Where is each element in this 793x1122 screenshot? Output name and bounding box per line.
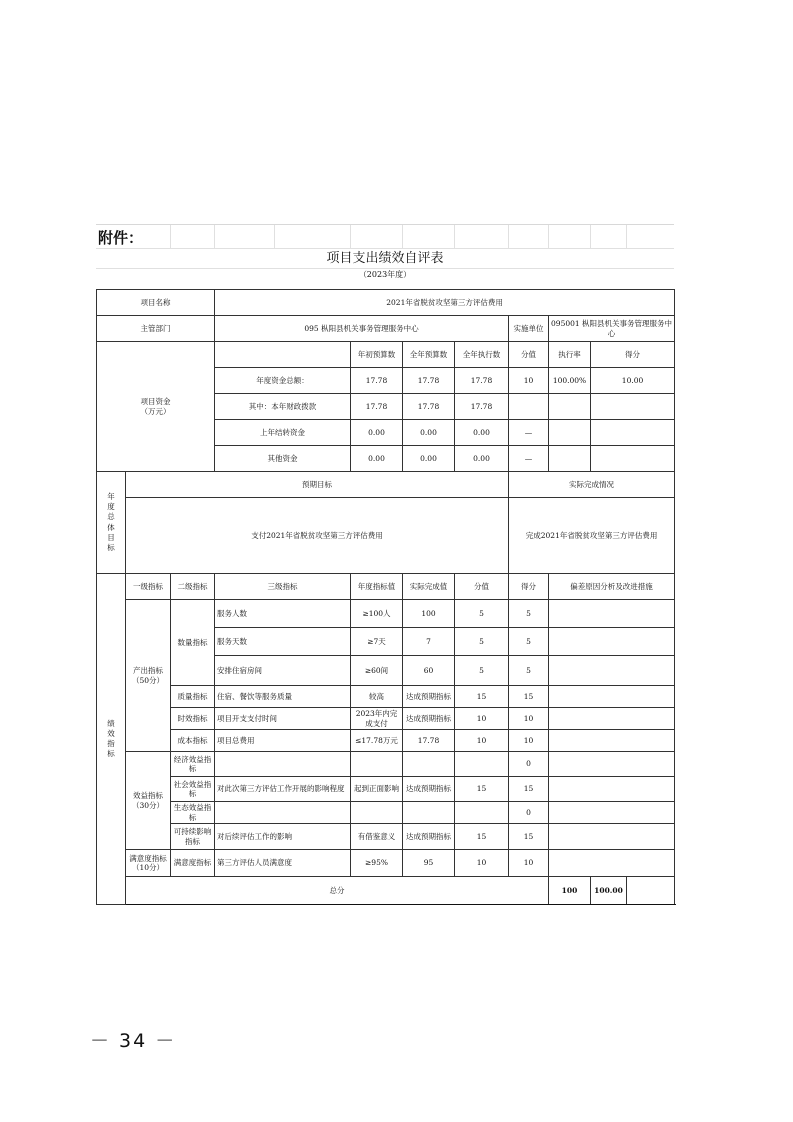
indicator-row: 满意度指标（10分） 满意度指标 第三方评估人员满意度 ≥95% 95 10 10 bbox=[97, 850, 675, 877]
indicators-label: 绩效指标 bbox=[97, 574, 126, 905]
output-indicator-label: 产出指标（50分） bbox=[126, 600, 171, 752]
impl-value: 095001 枞阳县机关事务管理服务中心 bbox=[549, 316, 675, 342]
benefit-indicator-label: 效益指标（30分） bbox=[126, 752, 171, 850]
project-name-label: 项目名称 bbox=[97, 290, 215, 316]
indicator-row: 效益指标（30分） 经济效益指标 0 bbox=[97, 752, 675, 777]
document-title: 项目支出绩效自评表 bbox=[96, 248, 674, 269]
header-score-value: 分值 bbox=[509, 342, 549, 368]
total-score: 100.00 bbox=[591, 877, 627, 905]
indicator-row: 可持续影响指标 对后续评估工作的影响 有借鉴意义 达成预期指标 15 15 bbox=[97, 824, 675, 850]
actual-goal-label: 实际完成情况 bbox=[509, 472, 675, 498]
total-label: 总分 bbox=[126, 877, 549, 905]
funds-label: 项目资金 （万元） bbox=[97, 342, 215, 472]
funds-row: 上年结转资金 0.00 0.00 0.00 — bbox=[97, 420, 675, 446]
header-executed: 全年执行数 bbox=[455, 342, 509, 368]
indicator-row: 时效指标 项目开支支付时间 2023年内完成支付 达成预期指标 10 10 bbox=[97, 708, 675, 730]
impl-label: 实施单位 bbox=[509, 316, 549, 342]
funds-header-row bbox=[97, 342, 675, 368]
page-number: － 34 － bbox=[90, 1030, 177, 1052]
expected-goal-label: 预期目标 bbox=[126, 472, 509, 498]
indicator-row: 生态效益指标 0 bbox=[97, 802, 675, 824]
header-annual-budget: 全年预算数 bbox=[403, 342, 455, 368]
total-value: 100 bbox=[549, 877, 591, 905]
indicator-row: 成本指标 项目总费用 ≤17.78万元 17.78 10 10 bbox=[97, 730, 675, 752]
indicator-row: 服务天数 ≥7天 7 5 5 bbox=[97, 628, 675, 656]
quantity-indicator-label: 数量指标 bbox=[171, 600, 215, 686]
indicators-header-row: 绩效指标 一级指标 二级指标 三级指标 年度指标值 实际完成值 分值 得分 偏差原因分析及改进措施 bbox=[97, 574, 675, 600]
funds-row: 年度资金总额： 17.78 17.78 17.78 10 100.00% 10.00 bbox=[97, 368, 675, 394]
goals-value-row bbox=[97, 498, 675, 574]
project-name-row bbox=[97, 290, 675, 316]
indicator-row: 社会效益指标 对此次第三方评估工作开展的影响程度 起到正面影响 达成预期指标 15 15 bbox=[97, 777, 675, 802]
indicator-row: 产出指标（50分） 数量指标 服务人数 ≥100人 100 5 5 bbox=[97, 600, 675, 628]
header-rate: 执行率 bbox=[549, 342, 591, 368]
attachment-header-bar bbox=[96, 224, 674, 249]
goals-label: 年度总体目标 bbox=[97, 472, 126, 574]
header-score: 得分 bbox=[591, 342, 675, 368]
dept-value: 095 枞阳县机关事务管理服务中心 bbox=[215, 316, 509, 342]
goals-header-row bbox=[97, 472, 675, 498]
actual-goal-value: 完成2021年省脱贫攻坚第三方评估费用 bbox=[509, 498, 675, 574]
dept-label: 主管部门 bbox=[97, 316, 215, 342]
funds-row: 其他资金 0.00 0.00 0.00 — bbox=[97, 446, 675, 472]
evaluation-table bbox=[96, 289, 675, 905]
header-initial-budget: 年初预算数 bbox=[351, 342, 403, 368]
indicator-row: 安排住宿房间 ≥60间 60 5 5 bbox=[97, 656, 675, 686]
attachment-label: 附件： bbox=[98, 229, 144, 247]
department-row bbox=[97, 316, 675, 342]
expected-goal-value: 支付2021年省脱贫攻坚第三方评估费用 bbox=[126, 498, 509, 574]
project-name-value: 2021年省脱贫攻坚第三方评估费用 bbox=[215, 290, 675, 316]
total-row bbox=[97, 877, 675, 905]
document-year: （2023年度） bbox=[96, 268, 674, 289]
funds-row: 其中：本年财政拨款 17.78 17.78 17.78 bbox=[97, 394, 675, 420]
indicator-row: 质量指标 住宿、餐饮等服务质量 较高 达成预期指标 15 15 bbox=[97, 686, 675, 708]
